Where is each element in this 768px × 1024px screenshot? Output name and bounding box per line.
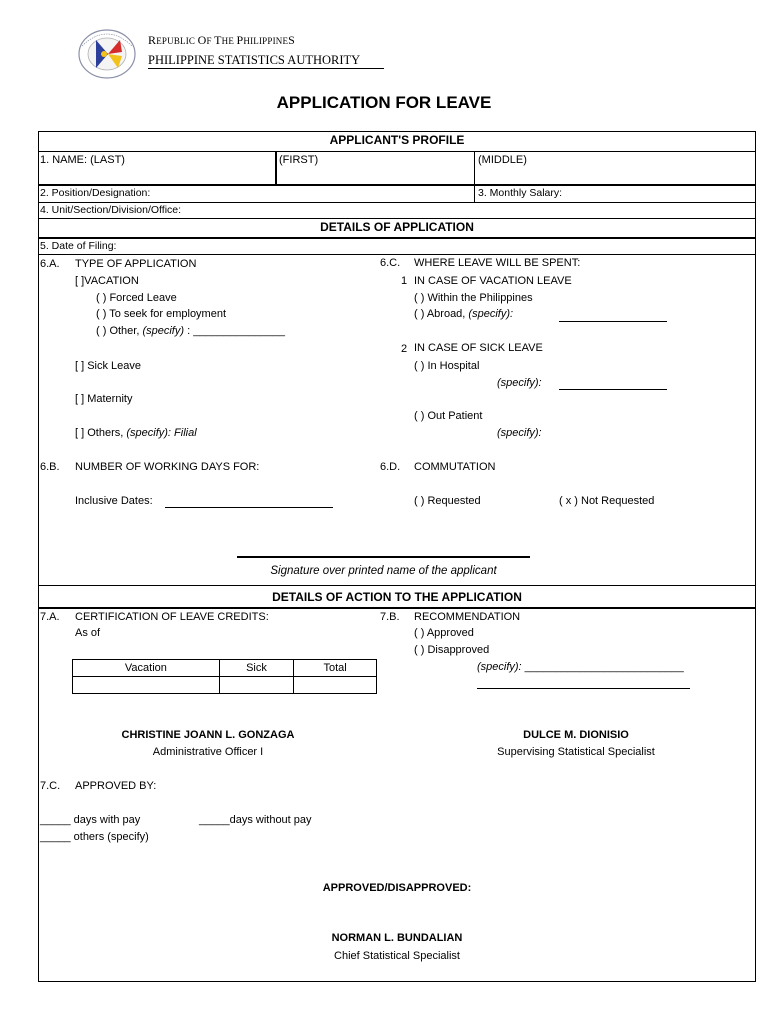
inclusive-dates-label: Inclusive Dates:: [75, 495, 153, 507]
credits-header-total: Total: [294, 660, 377, 677]
abroad-specify-label: (specify):: [468, 308, 514, 320]
disapproved-option[interactable]: ( ) Disapproved: [414, 644, 490, 656]
abroad-label: ( ) Abroad,: [414, 308, 469, 320]
of-rest: F: [206, 36, 215, 46]
republic-line: [148, 34, 295, 48]
philippines-final: S: [288, 33, 296, 47]
philippines-initial: P: [236, 33, 244, 47]
section-6a-number: 6.A.: [40, 258, 60, 270]
others-specify-value: (specify): Filial: [126, 427, 197, 439]
days-with-pay-field[interactable]: _____ days with pay: [40, 814, 141, 826]
position-field[interactable]: 2. Position/Designation:: [40, 187, 151, 199]
rec-specify-line: __________________________: [521, 661, 684, 673]
other-option[interactable]: [96, 325, 285, 338]
credits-value-row: [73, 677, 377, 694]
section-7b-number: 7.B.: [380, 611, 400, 623]
maternity-checkbox[interactable]: [ ] Maternity: [75, 393, 133, 405]
approved-disapproved-label: APPROVED/DISAPPROVED:: [322, 882, 472, 894]
agency-name: PHILIPPINE STATISTICS AUTHORITY: [148, 53, 361, 67]
leave-credits-label: CERTIFICATION OF LEAVE CREDITS:: [75, 611, 269, 623]
the-initial: T: [214, 33, 222, 47]
abroad-option[interactable]: [414, 308, 513, 321]
unit-field[interactable]: 4. Unit/Section/Division/Office:: [40, 204, 182, 216]
credits-header-row: [73, 660, 377, 677]
not-requested-option[interactable]: ( x ) Not Requested: [559, 495, 655, 507]
details-heading: DETAILS OF APPLICATION: [320, 220, 474, 234]
in-hospital-option[interactable]: ( ) In Hospital: [414, 360, 480, 372]
section-6c-number: 6.C.: [380, 257, 401, 269]
requested-option[interactable]: ( ) Requested: [414, 495, 481, 507]
recommendation-label: RECOMMENDATION: [414, 611, 521, 623]
hospital-specify-label: (specify):: [497, 377, 542, 389]
forced-leave-option[interactable]: ( ) Forced Leave: [96, 292, 177, 304]
applicant-profile-heading: APPLICANT'S PROFILE: [329, 133, 465, 147]
credits-vacation-cell[interactable]: [73, 677, 220, 694]
approved-option[interactable]: ( ) Approved: [414, 627, 474, 639]
working-days-label: NUMBER OF WORKING DAYS FOR:: [75, 461, 260, 473]
seek-employment-option[interactable]: ( ) To seek for employment: [96, 308, 227, 320]
outpatient-specify-label: (specify):: [497, 427, 542, 439]
officer2-name: DULCE M. DIONISIO: [523, 729, 629, 741]
salary-field[interactable]: 3. Monthly Salary:: [478, 187, 563, 199]
section-7c-number: 7.C.: [40, 780, 61, 792]
days-without-pay-field[interactable]: _____days without pay: [199, 814, 312, 826]
type-of-application-label: TYPE OF APPLICATION: [75, 258, 197, 270]
action-heading: DETAILS OF ACTION TO THE APPLICATION: [272, 590, 522, 604]
where-leave-spent-label: WHERE LEAVE WILL BE SPENT:: [414, 257, 581, 269]
date-filing-field[interactable]: 5. Date of Filing:: [40, 240, 117, 252]
recommendation-specify[interactable]: [477, 661, 684, 674]
officer3-name: NORMAN L. BUNDALIAN: [331, 932, 463, 944]
philippines-rest: HILIPPINE: [243, 36, 289, 46]
approved-by-label: APPROVED BY:: [75, 780, 157, 792]
commutation-label: COMMUTATION: [414, 461, 496, 473]
others-label: [ ] Others,: [75, 427, 127, 439]
of-initial: O: [197, 33, 207, 47]
section-6d-number: 6.D.: [380, 461, 401, 473]
officer3-title: Chief Statistical Specialist: [334, 950, 460, 962]
as-of-label: As of: [75, 627, 101, 639]
others-specify-field[interactable]: _____ others (specify): [40, 831, 149, 843]
sick-leave-checkbox[interactable]: [ ] Sick Leave: [75, 360, 142, 372]
out-patient-option[interactable]: ( ) Out Patient: [414, 410, 483, 422]
rec-specify-label: (specify):: [477, 661, 522, 673]
name-first-field[interactable]: (FIRST): [279, 154, 319, 166]
credits-header-sick: Sick: [219, 660, 293, 677]
officer1-title: Administrative Officer I: [152, 746, 264, 758]
republic-initial: R: [148, 33, 157, 47]
applicant-signature-label: Signature over printed name of the applicant: [270, 565, 497, 577]
form-title: APPLICATION FOR LEAVE: [276, 93, 492, 112]
credits-total-cell[interactable]: [294, 677, 377, 694]
vacation-checkbox[interactable]: [ ]VACATION: [75, 275, 139, 287]
republic-rest: EPUBLIC: [156, 36, 198, 46]
other-option-label: ( ) Other,: [96, 325, 143, 337]
section-7a-number: 7.A.: [40, 611, 60, 623]
other-specify-line: : _______________: [184, 325, 285, 337]
within-philippines-option[interactable]: ( ) Within the Philippines: [414, 292, 533, 304]
sick-case-label: IN CASE OF SICK LEAVE: [414, 342, 543, 354]
leave-credits-table: [72, 659, 377, 694]
credits-header-vacation: Vacation: [73, 660, 220, 677]
name-last-field[interactable]: 1. NAME: (LAST): [40, 154, 125, 166]
psa-logo-icon: [74, 28, 144, 80]
credits-sick-cell[interactable]: [219, 677, 293, 694]
case-2-number: 2: [401, 343, 408, 355]
officer2-title: Supervising Statistical Specialist: [497, 746, 655, 758]
other-specify-label: (specify): [142, 325, 185, 337]
section-6b-number: 6.B.: [40, 461, 60, 473]
officer1-name: CHRISTINE JOANN L. GONZAGA: [121, 729, 295, 741]
others-checkbox[interactable]: [75, 427, 197, 440]
the-rest: HE: [221, 36, 237, 46]
vacation-case-label: IN CASE OF VACATION LEAVE: [414, 275, 572, 287]
name-middle-field[interactable]: (MIDDLE): [478, 154, 527, 166]
case-1-number: 1: [401, 275, 408, 287]
